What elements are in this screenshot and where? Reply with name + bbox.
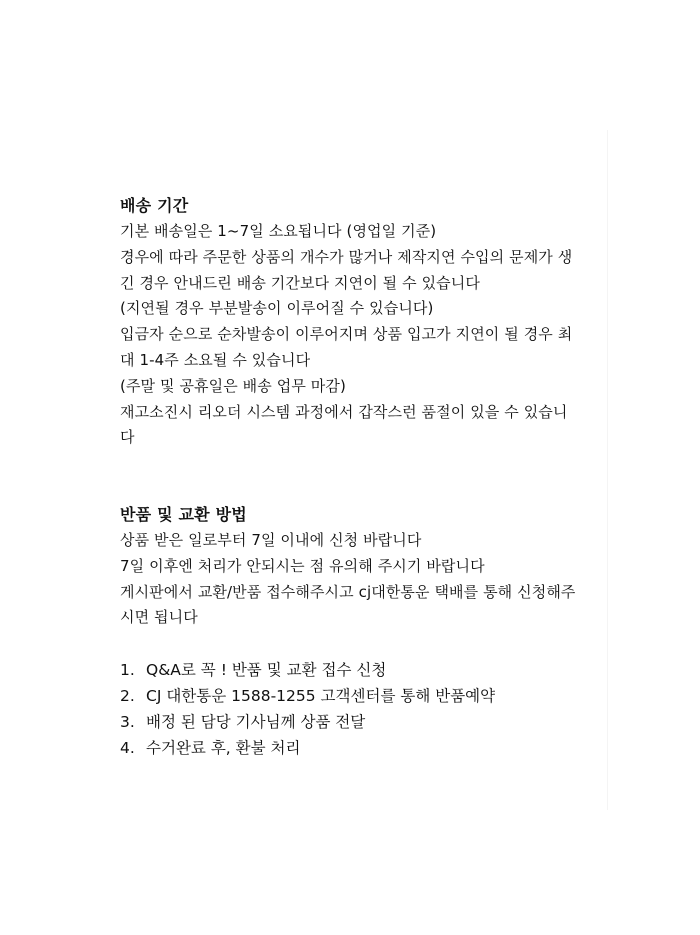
step-text: CJ 대한통운 1588-1255 고객센터를 통해 반품예약 [146, 687, 496, 706]
return-steps-list [120, 657, 610, 761]
step-number: 2. [120, 687, 135, 706]
shipping-text-line: 경우에 따라 주문한 상품의 개수가 많거나 제작지연 수입의 문제가 생 [120, 247, 573, 266]
step-number: 4. [120, 739, 135, 758]
return-text-line: 상품 받은 일로부터 7일 이내에 신청 바랍니다 [120, 531, 422, 549]
step-text: 배정 된 담당 기사님께 상품 전달 [146, 713, 366, 732]
step-text: 수거완료 후, 환불 처리 [146, 739, 301, 758]
return-exchange-title: 반품 및 교환 방법 [120, 505, 247, 524]
step-number: 3. [120, 713, 135, 732]
return-text-line: 게시판에서 교환/반품 접수해주시고 cj대한통운 택배를 통해 신청해주 [120, 582, 576, 601]
shipping-text-line: 재고소진시 리오더 시스템 과정에서 갑작스런 품절이 있을 수 있습니 [120, 402, 568, 421]
shipping-period-section [120, 194, 610, 451]
shipping-text-line: (지연될 경우 부분발송이 이루어질 수 있습니다) [120, 299, 434, 318]
return-step-item [120, 735, 610, 761]
return-text-line: 7일 이후엔 처리가 안되시는 점 유의해 주시기 바랍니다 [120, 556, 485, 575]
shipping-period-title: 배송 기간 [120, 196, 189, 215]
return-step-item [120, 683, 610, 709]
shipping-text-line: (주말 및 공휴일은 배송 업무 마감) [120, 376, 346, 395]
return-step-item [120, 709, 610, 735]
shipping-text-line: 다 [120, 428, 135, 447]
return-step-item [120, 657, 610, 683]
shipping-text-line: 대 1-4주 소요될 수 있습니다 [120, 350, 311, 369]
shipping-text-line: 기본 배송일은 1~7일 소요됩니다 (영업일 기준) [120, 222, 437, 240]
shipping-text-line: 입금자 순으로 순차발송이 이루어지며 상품 입고가 지연이 될 경우 최 [120, 325, 573, 344]
step-number: 1. [120, 661, 135, 680]
step-text: Q&A로 꼭 ! 반품 및 교환 접수 신청 [146, 661, 387, 680]
shipping-text-line: 긴 경우 안내드린 배송 기간보다 지연이 될 수 있습니다 [120, 273, 480, 292]
return-exchange-section [120, 503, 610, 761]
return-text-line: 시면 됩니다 [120, 608, 198, 627]
